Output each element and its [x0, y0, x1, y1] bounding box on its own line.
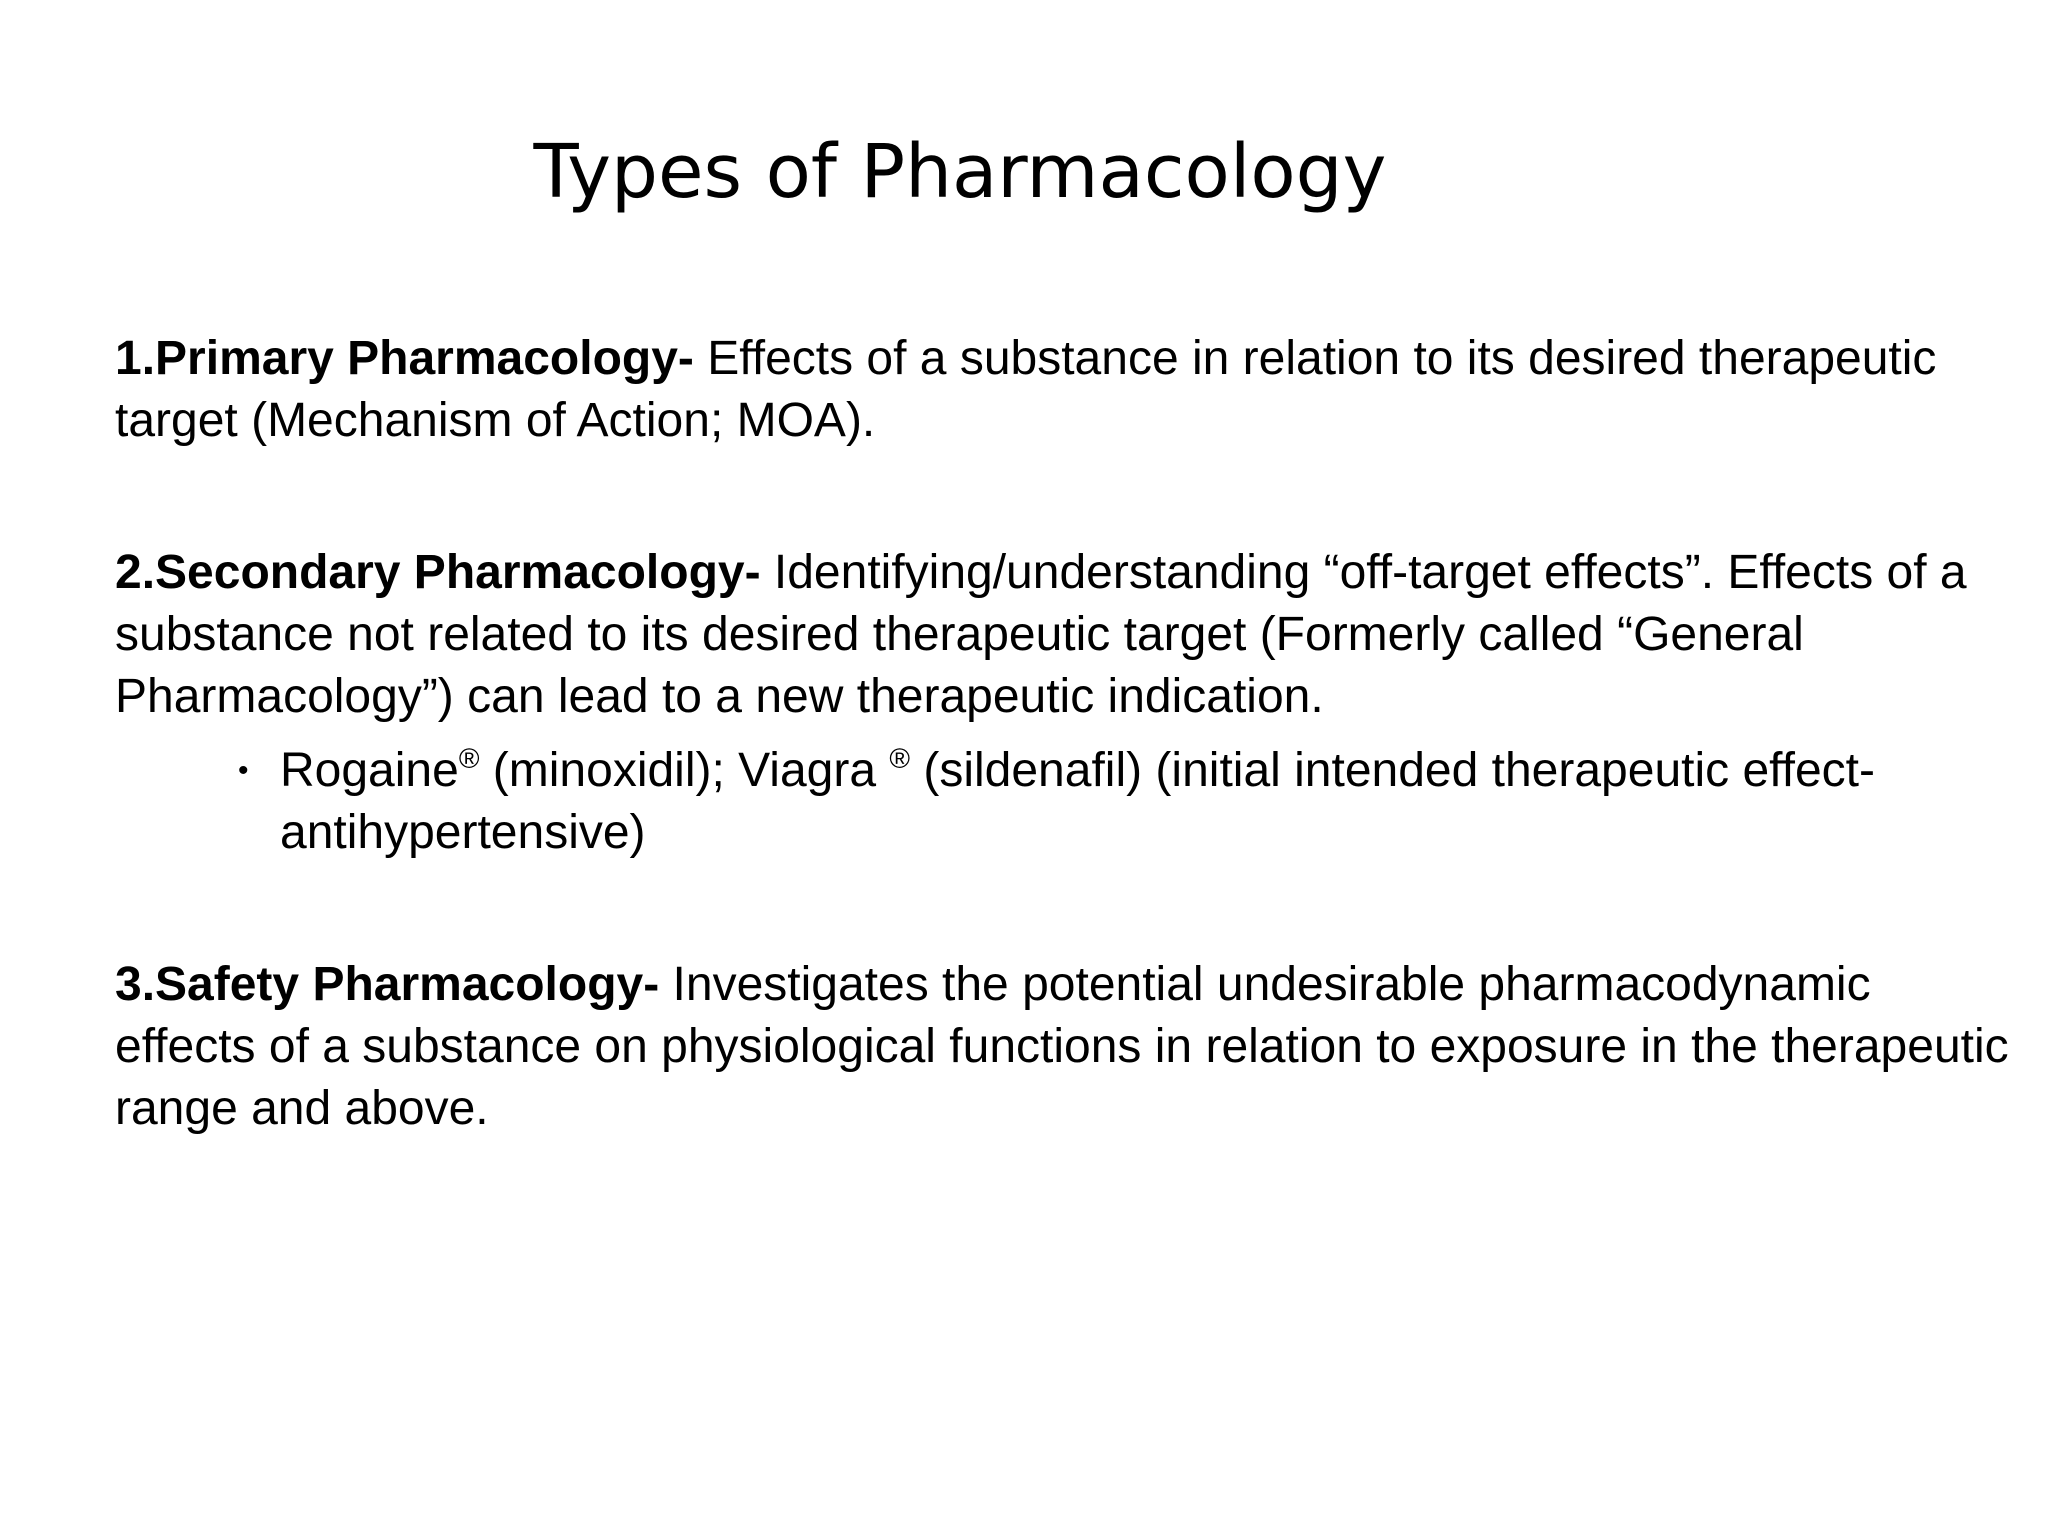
bullet-text-viagra: (minoxidil); Viagra	[479, 744, 890, 797]
slide-title: Types of Pharmacology	[533, 129, 1387, 215]
bullet-item	[115, 740, 2020, 864]
item-heading: 2.Secondary Pharmacology-	[115, 546, 761, 599]
item-heading: 1.Primary Pharmacology-	[115, 332, 694, 385]
item-text: Investigates the potential undesirable pharmacodynamic effects of a substance on physiological functions in relation to exposure in the therapeutic range and above.	[115, 958, 2009, 1135]
bullet-text-sildenafil: (sildenafil) (initial intended therapeutic effect- antihypertensive)	[280, 744, 1875, 859]
slide-content	[115, 328, 2020, 1230]
bullet-text-rogaine: Rogaine	[280, 744, 459, 797]
item-primary-pharmacology	[115, 328, 2020, 452]
item-text: Effects of a substance in relation to its desired therapeutic target (Mechanism of Action; MOA).	[115, 332, 1937, 447]
bullet-list	[115, 740, 2020, 864]
item-heading: 3.Safety Pharmacology-	[115, 958, 660, 1011]
item-safety-pharmacology	[115, 954, 2020, 1140]
registered-mark: ®	[458, 743, 480, 774]
item-secondary-pharmacology	[115, 542, 2020, 728]
registered-mark: ®	[889, 743, 911, 774]
item-text: Identifying/understanding “off-target effects”. Effects of a substance not related to its desired therapeutic target (Formerly called “General Pharmacology”) can lead to a new therapeutic indication.	[115, 546, 1967, 723]
bullet-icon: •	[238, 754, 249, 787]
